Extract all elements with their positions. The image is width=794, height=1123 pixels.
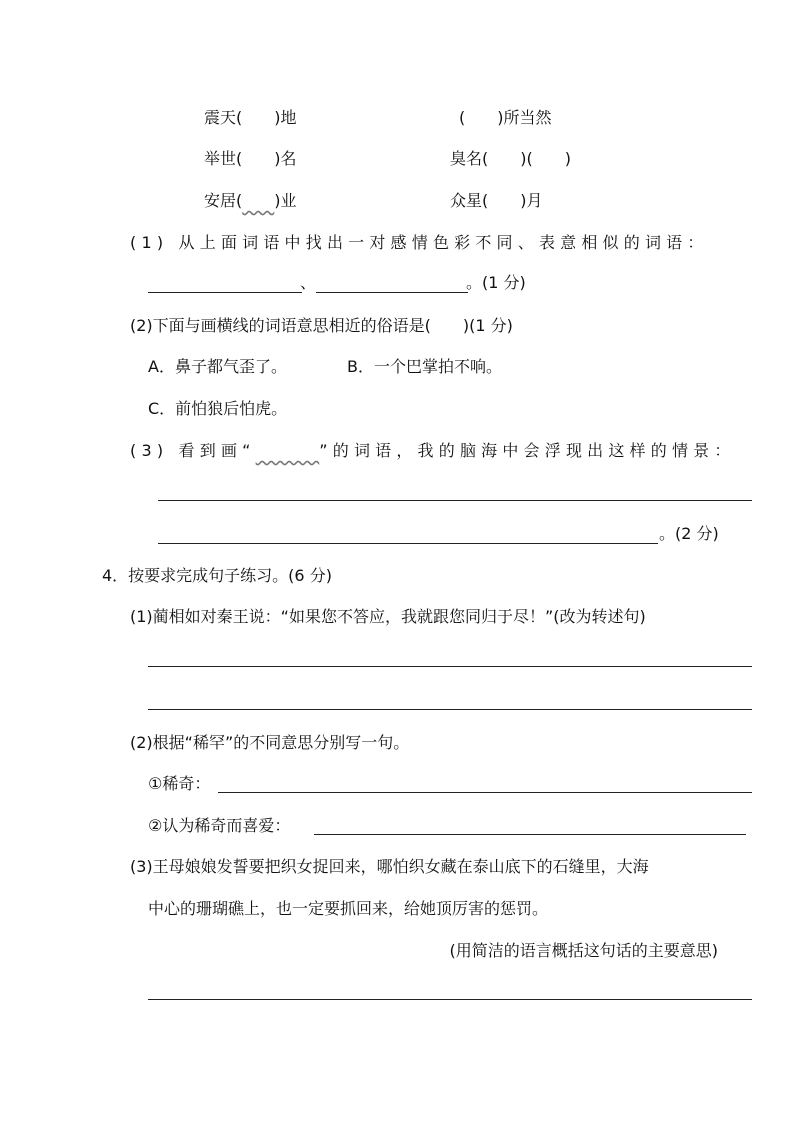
q4-part2-b-answer-line[interactable] bbox=[314, 834, 746, 835]
q4-part3-text-line-1: (3)王母娘娘发誓要把织女捉回来，哪怕织女藏在泰山底下的石缝里，大海 bbox=[130, 857, 649, 876]
wavy-underline-mark bbox=[242, 191, 274, 210]
q3-part1-prompt: (1) 从上面词语中找出一对感情色彩不同、表意相似的词语： bbox=[130, 233, 709, 252]
q4-part3-text-line-2: 中心的珊瑚礁上，也一定要抓回来，给她顶厉害的惩罚。 bbox=[148, 899, 549, 918]
q4-part1-answer-line-2[interactable] bbox=[148, 709, 752, 710]
q3-part1-score: 。(1 分) bbox=[466, 273, 526, 292]
q3-part2-prompt: (2)下面与画横线的词语意思相近的俗语是( )(1 分) bbox=[130, 316, 513, 335]
idiom-3: 举世( )名 bbox=[204, 149, 297, 168]
q4-part3-answer-line[interactable] bbox=[148, 999, 752, 1000]
q4-part1-answer-line-1[interactable] bbox=[148, 666, 752, 667]
option-b: B．一个巴掌拍不响。 bbox=[347, 357, 502, 376]
q4-part2-b-label: ②认为稀奇而喜爱： bbox=[148, 816, 291, 835]
q4-part2-prompt: (2)根据“稀罕”的不同意思分别写一句。 bbox=[130, 733, 410, 752]
idiom-1: 震天( )地 bbox=[204, 108, 297, 127]
q3-part1-separator: 、 bbox=[300, 273, 317, 292]
q4-part3-instruction: (用简洁的语言概括这句话的主要意思) bbox=[449, 941, 718, 960]
idiom-5: 安居( )业 bbox=[204, 191, 297, 210]
option-a: A．鼻子都气歪了。 bbox=[148, 357, 287, 376]
q3-part3-answer-line-1[interactable] bbox=[158, 500, 752, 501]
q4-part2-a-label: ①稀奇： bbox=[148, 774, 211, 793]
idiom-2: ( )所当然 bbox=[459, 108, 552, 127]
idiom-6: 众星( )月 bbox=[450, 191, 543, 210]
idiom-4: 臭名( )( ) bbox=[450, 149, 571, 168]
q4-part1-prompt: (1)蔺相如对秦王说：“如果您不答应，我就跟您同归于尽！”(改为转述句) bbox=[130, 607, 646, 626]
q4-title: 4．按要求完成句子练习。(6 分) bbox=[102, 566, 332, 585]
wavy-underline-mark bbox=[256, 441, 320, 460]
q4-part2-a-answer-line[interactable] bbox=[218, 792, 752, 793]
q3-part1-answer-blank-1[interactable] bbox=[148, 292, 302, 293]
q3-part3-score: 。(2 分) bbox=[659, 524, 719, 543]
q3-part3-answer-line-2[interactable] bbox=[158, 543, 658, 544]
q3-part1-answer-blank-2[interactable] bbox=[316, 292, 468, 293]
option-c: C．前怕狼后怕虎。 bbox=[148, 399, 288, 418]
q3-part3-prompt: (3) 看到画“ ”的词语，我的脑海中会浮现出这样的情景： bbox=[130, 441, 736, 460]
